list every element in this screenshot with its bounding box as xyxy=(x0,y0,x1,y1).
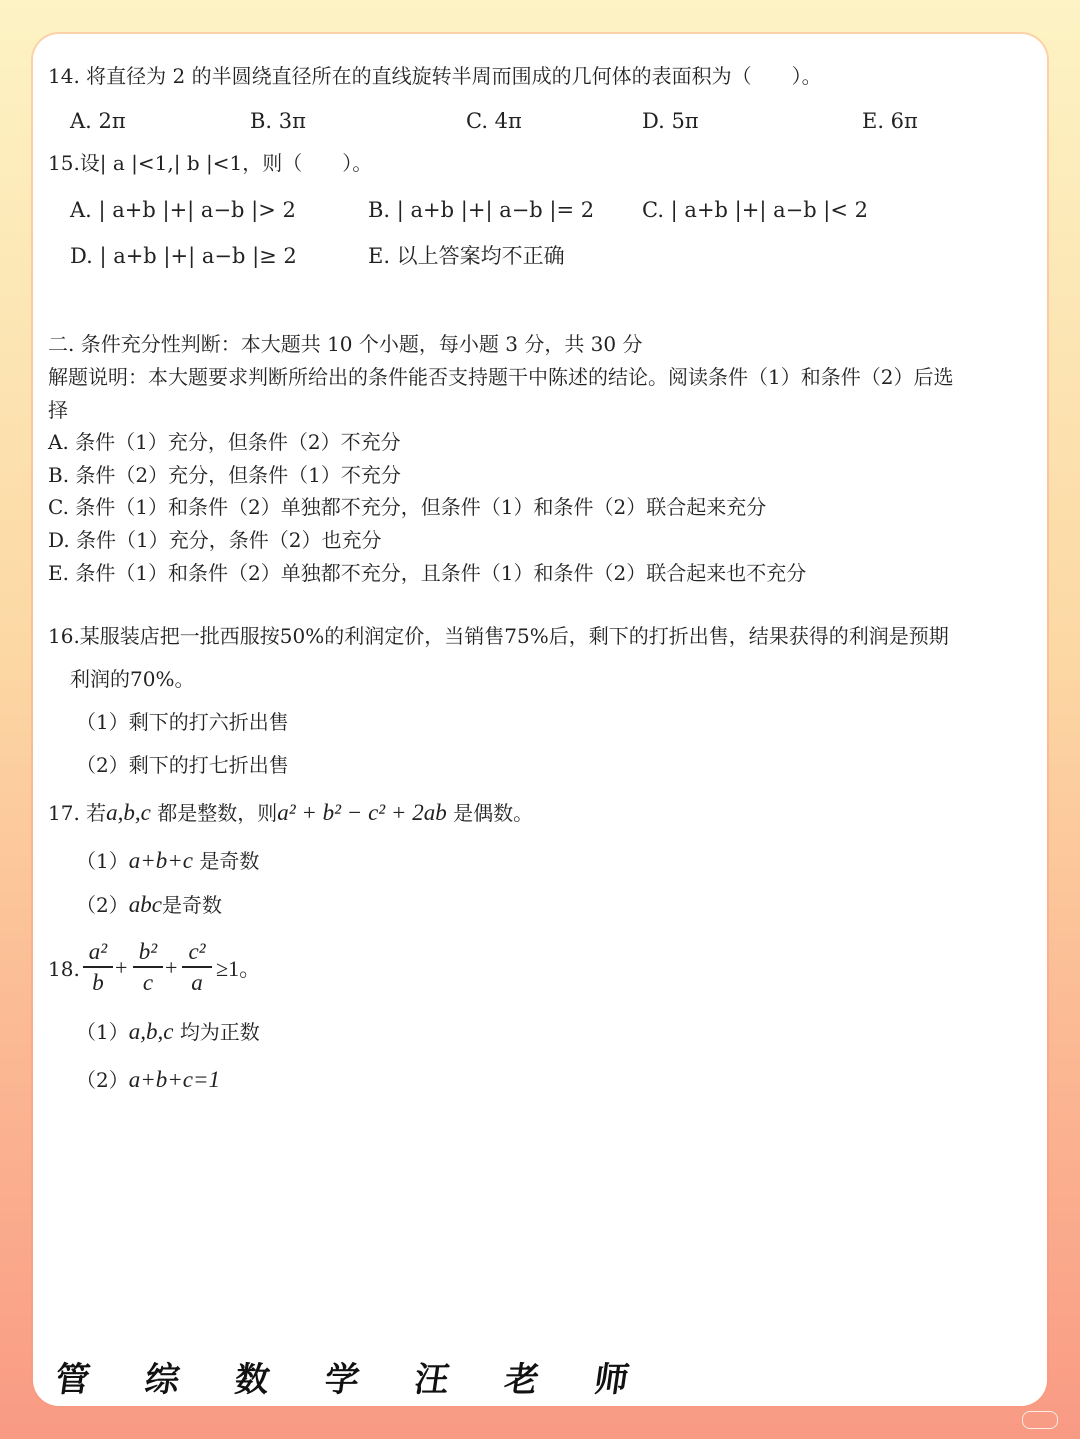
q18-cond2-label: （2） xyxy=(76,1068,129,1092)
q14-option-c: C. 4π xyxy=(466,109,522,133)
q18-tail: ≥1。 xyxy=(216,956,262,981)
q15-option-d: D. | a+b |+| a−b |≥ 2 xyxy=(70,244,297,268)
q18-fraction-2-denominator: c xyxy=(142,969,154,995)
q18-fraction-3-numerator: c² xyxy=(188,939,206,964)
q18-cond1-label: （1） xyxy=(76,1020,129,1044)
q17-vars: a,b,c xyxy=(106,800,151,825)
q18-fraction-2 xyxy=(133,940,163,994)
q18-condition-2 xyxy=(76,1068,220,1091)
section2-note-line1: 解题说明：本大题要求判断所给出的条件能否支持题干中陈述的结论。阅读条件（1）和条件（2）后选 xyxy=(48,365,954,389)
q18-fraction-3 xyxy=(182,940,212,994)
q14-stem: 14. 将直径为 2 的半圆绕直径所在的直线旋转半周而围成的几何体的表面积为（ ）。 xyxy=(48,64,822,88)
choice-e: E. 条件（1）和条件（2）单独都不充分，且条件（1）和条件（2）联合起来也不充分 xyxy=(48,561,807,585)
fraction-bar xyxy=(83,966,113,968)
q16-stem-line1: 16.某服装店把一批西服按50%的利润定价，当销售75%后，剩下的打折出售，结果获得的利润是预期 xyxy=(48,624,949,648)
fraction-bar xyxy=(182,966,212,968)
q17-cond1-text: 是奇数 xyxy=(199,849,260,873)
q18-label: 18. xyxy=(48,957,80,981)
q18-cond1-text: 均为正数 xyxy=(179,1020,260,1044)
section2-title: 二. 条件充分性判断：本大题共 10 个小题，每小题 3 分，共 30 分 xyxy=(48,332,643,356)
q15-option-b: B. | a+b |+| a−b |= 2 xyxy=(368,198,595,222)
q17-cond1-label: （1） xyxy=(76,849,129,873)
choice-d: D. 条件（1）充分，条件（2）也充分 xyxy=(48,528,382,552)
q16-stem-line2: 利润的70%。 xyxy=(70,667,195,691)
q15-stem: 15.设| a |<1,| b |<1，则（ ）。 xyxy=(48,151,373,175)
q15-option-e: E. 以上答案均不正确 xyxy=(368,244,565,268)
q14-option-e: E. 6π xyxy=(862,109,918,133)
choice-c: C. 条件（1）和条件（2）单独都不充分，但条件（1）和条件（2）联合起来充分 xyxy=(48,495,767,519)
q18-cond1-expr: a,b,c xyxy=(128,1019,174,1044)
q18-cond2-expr: a+b+c=1 xyxy=(128,1067,221,1092)
q18-plus-2: + xyxy=(165,955,178,980)
q17-mid: 都是整数，则 xyxy=(157,801,278,825)
q18-plus-1: + xyxy=(115,955,128,980)
q17-stem xyxy=(48,801,533,824)
q17-prefix: 17. 若 xyxy=(48,801,107,825)
q15-option-c: C. | a+b |+| a−b |< 2 xyxy=(642,198,869,222)
q17-condition-1 xyxy=(76,849,259,872)
q17-expression: a² + b² − c² + 2ab xyxy=(277,800,447,825)
q18-fraction-1-denominator: b xyxy=(92,969,104,995)
q14-option-b: B. 3π xyxy=(250,109,306,133)
q16-condition-2: （2）剩下的打七折出售 xyxy=(76,753,289,777)
q18-fraction-3-denominator: a xyxy=(191,969,203,995)
q14-option-d: D. 5π xyxy=(642,109,699,133)
q17-cond2-expr: abc xyxy=(128,892,162,917)
choice-b: B. 条件（2）充分，但条件（1）不充分 xyxy=(48,463,401,487)
q18-fraction-2-numerator: b² xyxy=(138,939,158,964)
author-signature: 管 综 数 学 汪 老 师 xyxy=(52,1360,654,1400)
q16-condition-1: （1）剩下的打六折出售 xyxy=(76,710,289,734)
section2-note-line2: 择 xyxy=(48,398,68,422)
q17-cond2-text: 是奇数 xyxy=(161,893,222,917)
fraction-bar xyxy=(133,966,163,968)
q18-fraction-1 xyxy=(83,940,113,994)
corner-badge xyxy=(1022,1411,1058,1429)
q17-cond1-expr: a+b+c xyxy=(128,848,193,873)
choice-a: A. 条件（1）充分，但条件（2）不充分 xyxy=(48,430,401,454)
q18-condition-1 xyxy=(76,1020,260,1043)
q18-fraction-1-numerator: a² xyxy=(88,939,108,964)
q17-condition-2 xyxy=(76,893,222,916)
q15-option-a: A. | a+b |+| a−b |> 2 xyxy=(70,198,296,222)
q17-cond2-label: （2） xyxy=(76,893,129,917)
q17-suffix: 是偶数。 xyxy=(453,801,534,825)
q14-option-a: A. 2π xyxy=(70,109,126,133)
